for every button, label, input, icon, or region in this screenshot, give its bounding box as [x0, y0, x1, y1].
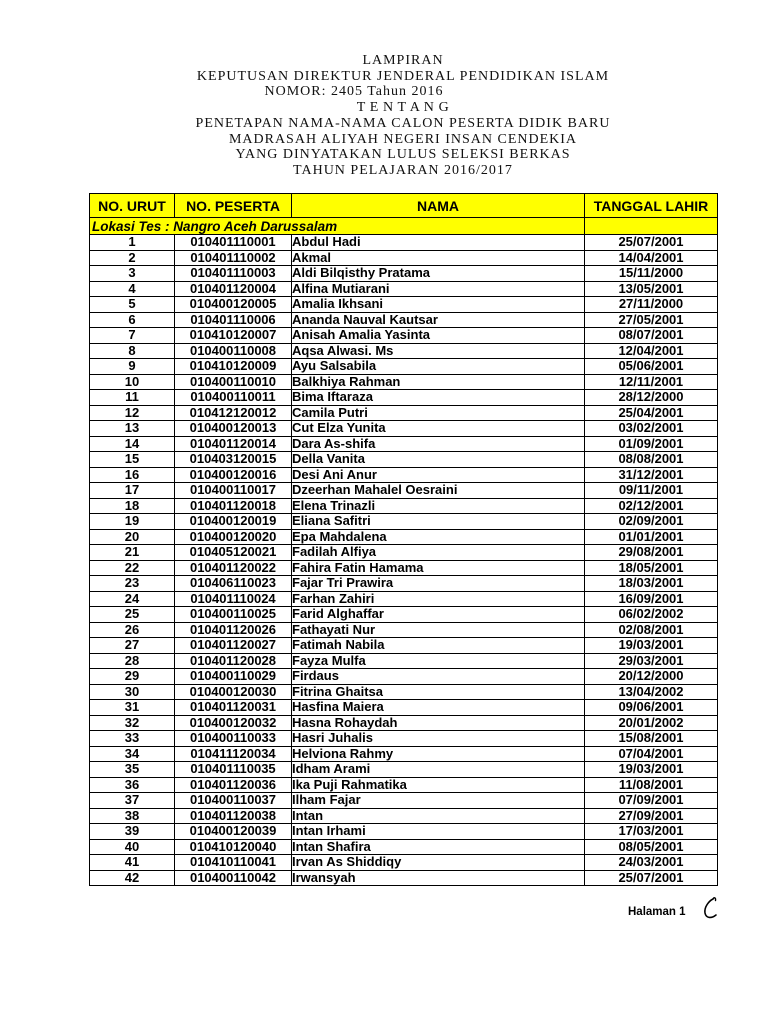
cell-nama: Dzeerhan Mahalel Oesraini	[292, 483, 585, 499]
cell-no-urut: 22	[90, 560, 175, 576]
location-row-empty-cell	[585, 218, 718, 235]
cell-no-peserta: 010400110011	[175, 390, 292, 406]
cell-tanggal-lahir: 15/08/2001	[585, 731, 718, 747]
cell-no-peserta: 010401120022	[175, 560, 292, 576]
cell-no-urut: 27	[90, 638, 175, 654]
table-row	[90, 870, 718, 886]
cell-nama: Intan Shafira	[292, 839, 585, 855]
cell-no-peserta: 010400120013	[175, 421, 292, 437]
cell-tanggal-lahir: 02/09/2001	[585, 514, 718, 530]
cell-nama: Aqsa Alwasi. Ms	[292, 343, 585, 359]
cell-no-peserta: 010401110024	[175, 591, 292, 607]
cell-no-urut: 14	[90, 436, 175, 452]
cell-nama: Irvan As Shiddiqy	[292, 855, 585, 871]
decree-number: NOMOR: 2405 Tahun 2016	[264, 84, 444, 100]
cell-nama: Helviona Rahmy	[292, 746, 585, 762]
table-row	[90, 731, 718, 747]
cell-no-urut: 28	[90, 653, 175, 669]
cell-nama: Ayu Salsabila	[292, 359, 585, 375]
cell-tanggal-lahir: 17/03/2001	[585, 824, 718, 840]
cell-tanggal-lahir: 19/03/2001	[585, 638, 718, 654]
cell-no-urut: 2	[90, 250, 175, 266]
cell-nama: Irwansyah	[292, 870, 585, 886]
cell-tanggal-lahir: 11/08/2001	[585, 777, 718, 793]
cell-nama: Balkhiya Rahman	[292, 374, 585, 390]
cell-nama: Elena Trinazli	[292, 498, 585, 514]
table-row	[90, 452, 718, 468]
cell-no-urut: 32	[90, 715, 175, 731]
cell-no-urut: 7	[90, 328, 175, 344]
cell-nama: Fitrina Ghaitsa	[292, 684, 585, 700]
cell-no-urut: 25	[90, 607, 175, 623]
cell-no-urut: 20	[90, 529, 175, 545]
cell-tanggal-lahir: 25/04/2001	[585, 405, 718, 421]
table-row	[90, 762, 718, 778]
table-row	[90, 560, 718, 576]
cell-tanggal-lahir: 27/09/2001	[585, 808, 718, 824]
cell-no-urut: 8	[90, 343, 175, 359]
cell-no-urut: 5	[90, 297, 175, 313]
cell-no-peserta: 010412120012	[175, 405, 292, 421]
cell-tanggal-lahir: 09/11/2001	[585, 483, 718, 499]
table-row	[90, 374, 718, 390]
cell-no-urut: 16	[90, 467, 175, 483]
table-row	[90, 622, 718, 638]
handwritten-initial-mark	[700, 895, 722, 923]
table-row	[90, 266, 718, 282]
column-header-tanggal-lahir: TANGGAL LAHIR	[585, 194, 718, 218]
cell-tanggal-lahir: 12/04/2001	[585, 343, 718, 359]
cell-tanggal-lahir: 24/03/2001	[585, 855, 718, 871]
cell-nama: Fayza Mulfa	[292, 653, 585, 669]
cell-nama: Intan	[292, 808, 585, 824]
cell-no-peserta: 010405120021	[175, 545, 292, 561]
table-row	[90, 715, 718, 731]
cell-no-peserta: 010400120030	[175, 684, 292, 700]
cell-tanggal-lahir: 07/04/2001	[585, 746, 718, 762]
cell-nama: Farhan Zahiri	[292, 591, 585, 607]
about-label: T E N T A N G	[356, 100, 450, 116]
cell-tanggal-lahir: 31/12/2001	[585, 467, 718, 483]
cell-tanggal-lahir: 28/12/2000	[585, 390, 718, 406]
cell-no-peserta: 010400120016	[175, 467, 292, 483]
cell-tanggal-lahir: 18/05/2001	[585, 560, 718, 576]
cell-no-urut: 35	[90, 762, 175, 778]
cell-nama: Fatimah Nabila	[292, 638, 585, 654]
cell-no-peserta: 010400110008	[175, 343, 292, 359]
cell-nama: Fajar Tri Prawira	[292, 576, 585, 592]
cell-tanggal-lahir: 27/05/2001	[585, 312, 718, 328]
cell-no-urut: 13	[90, 421, 175, 437]
cell-no-peserta: 010401110001	[175, 235, 292, 251]
subject-line: TAHUN PELAJARAN 2016/2017	[293, 162, 513, 178]
location-label: Lokasi Tes : Nangro Aceh Darussalam	[90, 218, 585, 235]
cell-no-urut: 29	[90, 669, 175, 685]
cell-tanggal-lahir: 08/05/2001	[585, 839, 718, 855]
table-row	[90, 808, 718, 824]
cell-tanggal-lahir: 02/12/2001	[585, 498, 718, 514]
cell-no-urut: 38	[90, 808, 175, 824]
cell-nama: Ilham Fajar	[292, 793, 585, 809]
cell-no-urut: 18	[90, 498, 175, 514]
cell-nama: Akmal	[292, 250, 585, 266]
cell-no-peserta: 010401120026	[175, 622, 292, 638]
table-row	[90, 250, 718, 266]
cell-nama: Alfina Mutiarani	[292, 281, 585, 297]
cell-no-peserta: 010406110023	[175, 576, 292, 592]
table-row	[90, 483, 718, 499]
table-row	[90, 421, 718, 437]
table-row	[90, 576, 718, 592]
cell-tanggal-lahir: 29/03/2001	[585, 653, 718, 669]
cell-nama: Della Vanita	[292, 452, 585, 468]
decree-title: KEPUTUSAN DIREKTUR JENDERAL PENDIDIKAN ISLAM	[196, 68, 610, 84]
cell-no-peserta: 010401110035	[175, 762, 292, 778]
cell-nama: Fahira Fatin Hamama	[292, 560, 585, 576]
cell-tanggal-lahir: 16/09/2001	[585, 591, 718, 607]
cell-tanggal-lahir: 13/04/2002	[585, 684, 718, 700]
cell-nama: Hasfina Maiera	[292, 700, 585, 716]
cell-no-peserta: 010400120032	[175, 715, 292, 731]
cell-nama: Amalia Ikhsani	[292, 297, 585, 313]
cell-no-urut: 6	[90, 312, 175, 328]
cell-no-peserta: 010401110003	[175, 266, 292, 282]
cell-nama: Farid Alghaffar	[292, 607, 585, 623]
participant-table	[89, 193, 718, 886]
cell-no-urut: 33	[90, 731, 175, 747]
cell-nama: Ika Puji Rahmatika	[292, 777, 585, 793]
cell-no-urut: 40	[90, 839, 175, 855]
cell-no-peserta: 010400110042	[175, 870, 292, 886]
cell-tanggal-lahir: 02/08/2001	[585, 622, 718, 638]
cell-nama: Hasri Juhalis	[292, 731, 585, 747]
cell-no-peserta: 010400120039	[175, 824, 292, 840]
cell-no-peserta: 010401120027	[175, 638, 292, 654]
cell-no-peserta: 010401120018	[175, 498, 292, 514]
cell-no-peserta: 010411120034	[175, 746, 292, 762]
cell-no-peserta: 010401110006	[175, 312, 292, 328]
cell-no-urut: 19	[90, 514, 175, 530]
table-row	[90, 638, 718, 654]
attachment-title: LAMPIRAN	[362, 53, 444, 68]
cell-no-peserta: 010400110029	[175, 669, 292, 685]
cell-nama: Fathayati Nur	[292, 622, 585, 638]
cell-no-urut: 24	[90, 591, 175, 607]
page-number-label: Halaman 1	[628, 906, 686, 918]
table-row	[90, 514, 718, 530]
table-row	[90, 235, 718, 251]
cell-no-peserta: 010400120005	[175, 297, 292, 313]
table-row	[90, 700, 718, 716]
table-row	[90, 793, 718, 809]
cell-no-peserta: 010400110037	[175, 793, 292, 809]
table-row	[90, 529, 718, 545]
cell-tanggal-lahir: 12/11/2001	[585, 374, 718, 390]
table-row	[90, 281, 718, 297]
cell-no-peserta: 010401110002	[175, 250, 292, 266]
cell-no-urut: 1	[90, 235, 175, 251]
table-row	[90, 855, 718, 871]
table-row	[90, 545, 718, 561]
cell-nama: Anisah Amalia Yasinta	[292, 328, 585, 344]
cell-no-urut: 37	[90, 793, 175, 809]
table-row	[90, 436, 718, 452]
table-row	[90, 405, 718, 421]
table-row	[90, 824, 718, 840]
cell-nama: Idham Arami	[292, 762, 585, 778]
cell-nama: Epa Mahdalena	[292, 529, 585, 545]
cell-no-peserta: 010401120031	[175, 700, 292, 716]
table-row	[90, 777, 718, 793]
cell-tanggal-lahir: 27/11/2000	[585, 297, 718, 313]
cell-nama: Firdaus	[292, 669, 585, 685]
table-row	[90, 359, 718, 375]
cell-no-peserta: 010410120007	[175, 328, 292, 344]
location-row	[90, 218, 718, 235]
table-row	[90, 312, 718, 328]
cell-tanggal-lahir: 25/07/2001	[585, 870, 718, 886]
subject-line: YANG DINYATAKAN LULUS SELEKSI BERKAS	[235, 147, 571, 163]
cell-no-urut: 9	[90, 359, 175, 375]
table-row	[90, 591, 718, 607]
cell-tanggal-lahir: 09/06/2001	[585, 700, 718, 716]
cell-no-peserta: 010410110041	[175, 855, 292, 871]
cell-no-peserta: 010401120038	[175, 808, 292, 824]
cell-no-urut: 31	[90, 700, 175, 716]
cell-nama: Aldi Bilqisthy Pratama	[292, 266, 585, 282]
cell-nama: Bima Iftaraza	[292, 390, 585, 406]
cell-no-peserta: 010401120036	[175, 777, 292, 793]
table-row	[90, 607, 718, 623]
cell-tanggal-lahir: 01/09/2001	[585, 436, 718, 452]
table-row	[90, 390, 718, 406]
cell-nama: Dara As-shifa	[292, 436, 585, 452]
cell-nama: Hasna Rohaydah	[292, 715, 585, 731]
cell-no-urut: 34	[90, 746, 175, 762]
cell-tanggal-lahir: 08/08/2001	[585, 452, 718, 468]
cell-tanggal-lahir: 19/03/2001	[585, 762, 718, 778]
cell-nama: Desi Ani Anur	[292, 467, 585, 483]
cell-tanggal-lahir: 20/12/2000	[585, 669, 718, 685]
cell-nama: Cut Elza Yunita	[292, 421, 585, 437]
cell-no-urut: 3	[90, 266, 175, 282]
cell-tanggal-lahir: 06/02/2002	[585, 607, 718, 623]
table-row	[90, 343, 718, 359]
cell-no-peserta: 010401120014	[175, 436, 292, 452]
cell-no-urut: 11	[90, 390, 175, 406]
column-header-no-peserta: NO. PESERTA	[175, 194, 292, 218]
cell-no-urut: 4	[90, 281, 175, 297]
column-header-no-urut: NO. URUT	[90, 194, 175, 218]
cell-tanggal-lahir: 29/08/2001	[585, 545, 718, 561]
subject-line: MADRASAH ALIYAH NEGERI INSAN CENDEKIA	[228, 131, 578, 147]
cell-tanggal-lahir: 01/01/2001	[585, 529, 718, 545]
cell-no-peserta: 010400110017	[175, 483, 292, 499]
table-row	[90, 653, 718, 669]
cell-no-urut: 42	[90, 870, 175, 886]
cell-no-urut: 12	[90, 405, 175, 421]
cell-no-urut: 17	[90, 483, 175, 499]
cell-tanggal-lahir: 03/02/2001	[585, 421, 718, 437]
cell-no-peserta: 010401120028	[175, 653, 292, 669]
cell-no-peserta: 010410120040	[175, 839, 292, 855]
table-row	[90, 328, 718, 344]
cell-tanggal-lahir: 14/04/2001	[585, 250, 718, 266]
cell-nama: Abdul Hadi	[292, 235, 585, 251]
column-header-nama: NAMA	[292, 194, 585, 218]
cell-tanggal-lahir: 05/06/2001	[585, 359, 718, 375]
table-body	[90, 218, 718, 886]
cell-tanggal-lahir: 07/09/2001	[585, 793, 718, 809]
cell-no-urut: 10	[90, 374, 175, 390]
table-row	[90, 669, 718, 685]
cell-tanggal-lahir: 25/07/2001	[585, 235, 718, 251]
cell-tanggal-lahir: 20/01/2002	[585, 715, 718, 731]
cell-no-peserta: 010400110025	[175, 607, 292, 623]
document-header	[163, 53, 643, 179]
cell-tanggal-lahir: 08/07/2001	[585, 328, 718, 344]
cell-no-urut: 26	[90, 622, 175, 638]
cell-no-urut: 36	[90, 777, 175, 793]
table-row	[90, 297, 718, 313]
cell-no-urut: 23	[90, 576, 175, 592]
cell-nama: Ananda Nauval Kautsar	[292, 312, 585, 328]
cell-tanggal-lahir: 15/11/2000	[585, 266, 718, 282]
table-row	[90, 684, 718, 700]
cell-no-urut: 21	[90, 545, 175, 561]
cell-no-urut: 30	[90, 684, 175, 700]
cell-nama: Camila Putri	[292, 405, 585, 421]
cell-no-peserta: 010400120020	[175, 529, 292, 545]
cell-no-urut: 39	[90, 824, 175, 840]
table-head	[90, 194, 718, 218]
cell-nama: Intan Irhami	[292, 824, 585, 840]
table-row	[90, 467, 718, 483]
cell-no-peserta: 010410120009	[175, 359, 292, 375]
cell-no-urut: 41	[90, 855, 175, 871]
table-row	[90, 746, 718, 762]
cell-no-urut: 15	[90, 452, 175, 468]
cell-no-peserta: 010400120019	[175, 514, 292, 530]
cell-no-peserta: 010400110010	[175, 374, 292, 390]
cell-no-peserta: 010403120015	[175, 452, 292, 468]
table-row	[90, 498, 718, 514]
cell-no-peserta: 010401120004	[175, 281, 292, 297]
cell-nama: Fadilah Alfiya	[292, 545, 585, 561]
cell-tanggal-lahir: 13/05/2001	[585, 281, 718, 297]
cell-nama: Eliana Safitri	[292, 514, 585, 530]
subject-line: PENETAPAN NAMA-NAMA CALON PESERTA DIDIK BARU	[195, 115, 611, 131]
table-row	[90, 839, 718, 855]
table-header-row	[90, 194, 718, 218]
cell-no-peserta: 010400110033	[175, 731, 292, 747]
cell-tanggal-lahir: 18/03/2001	[585, 576, 718, 592]
